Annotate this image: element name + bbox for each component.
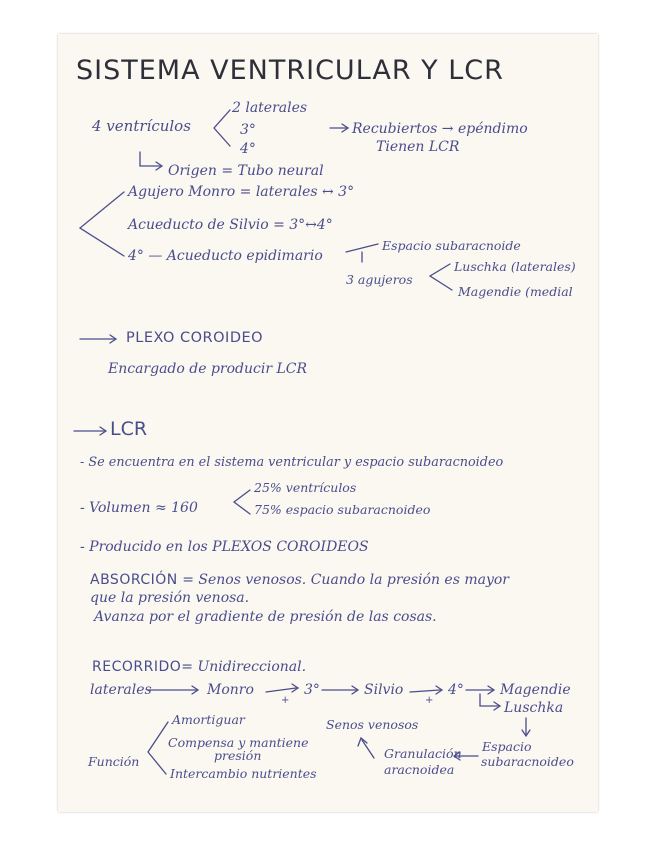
luschka-lateral: Luschka (laterales) — [454, 259, 576, 274]
laterales-branch: 2 laterales — [232, 100, 308, 116]
route-magendie: Magendie — [500, 682, 571, 698]
function-pressure-2: presión — [214, 748, 262, 763]
subarachnoid-space: Espacio subaracnoide — [382, 238, 521, 253]
lcr-produced: - Producido en los PLEXOS COROIDEOS — [80, 539, 369, 555]
volume-subarachnoid: 75% espacio subaracnoideo — [254, 502, 431, 517]
route-plus-1: + — [281, 695, 290, 706]
third-branch: 3° — [240, 122, 256, 138]
silvio-aqueduct: Acueducto de Silvio = 3°↔4° — [128, 217, 333, 233]
plexo-heading: PLEXO COROIDEO — [126, 330, 264, 346]
absorption-text-1: = Senos venosos. Cuando la presión es mayor — [182, 572, 509, 588]
holes-brace — [430, 264, 452, 290]
lcr-found: - Se encuentra en el sistema ventricular y espacio subaracnoideo — [80, 455, 504, 470]
route-plus-2: + — [425, 695, 434, 706]
route-space: Espacio — [482, 739, 532, 754]
function-pressure: Compensa y mantiene — [168, 735, 309, 750]
function-brace — [148, 722, 168, 774]
route-label-rest: = Unidireccional. — [181, 659, 307, 675]
absorption-line-2: que la presión venosa. — [90, 590, 250, 606]
ventricles-label: 4 ventrículos — [92, 117, 191, 135]
magendie-medial: Magendie (medial — [458, 284, 573, 299]
volume-ventricles: 25% ventrículos — [254, 480, 357, 495]
connections-brace — [80, 192, 124, 256]
fourth-branch: 4° — [240, 141, 256, 157]
origin-neural-tube: Origen = Tubo neural — [168, 163, 324, 179]
absorption-line-3: Avanza por el gradiente de presión de las cosas. — [94, 609, 437, 625]
route-silvio: Silvio — [364, 682, 404, 698]
function-label: Función — [88, 754, 140, 769]
page-title: SISTEMA VENTRICULAR Y LCR — [76, 55, 504, 86]
route-sinuses: Senos venosos — [326, 717, 419, 732]
route-third: 3° — [304, 682, 320, 698]
route-monro: Monro — [207, 682, 254, 698]
route-granulation: Granulación — [384, 746, 462, 761]
route-luschka: Luschka — [504, 700, 564, 716]
plexo-text: Encargado de producir LCR — [108, 361, 308, 377]
volume-brace — [234, 490, 250, 514]
monro-foramen: Agujero Monro = laterales ↔ 3° — [128, 184, 355, 200]
fourth-aqueduct: 4° — Acueducto epidimario — [128, 248, 323, 264]
route-laterales: laterales — [90, 682, 152, 698]
function-nutrients: Intercambio nutrientes — [170, 766, 317, 781]
route-subarachnoid: subaracnoideo — [481, 754, 574, 769]
route-label: RECORRIDO — [92, 659, 182, 675]
route-fourth: 4° — [448, 682, 464, 698]
covered-ependyma: Recubiertos → epéndimo — [352, 121, 528, 137]
lcr-volume: - Volumen ≈ 160 — [80, 500, 198, 516]
route-arachnoid: aracnoidea — [384, 762, 455, 777]
lcr-heading: LCR — [110, 418, 148, 440]
absorption-label: ABSORCIÓN — [90, 572, 178, 588]
origin-arrow — [140, 152, 160, 166]
have-lcr: Tienen LCR — [376, 139, 460, 155]
function-cushion: Amortiguar — [172, 712, 245, 727]
three-holes: 3 agujeros — [346, 272, 413, 287]
ventricles-brace — [214, 110, 230, 146]
